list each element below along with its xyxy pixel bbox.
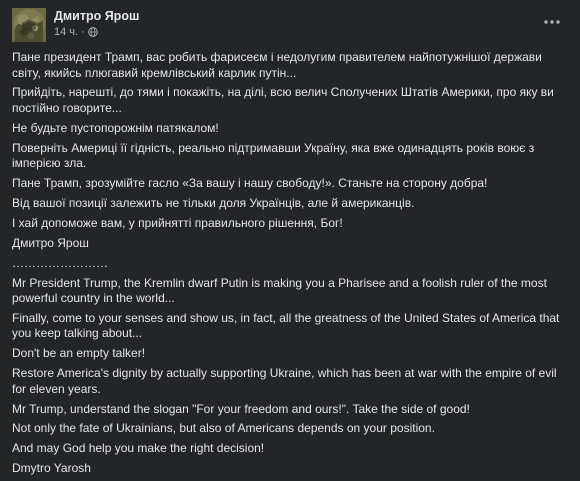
post-header — [0, 0, 580, 46]
author-avatar[interactable] — [12, 8, 46, 42]
camouflage-avatar-icon — [12, 8, 46, 42]
post-paragraph: Поверніть Америці її гідність, реально підтримавши Україну, яка вже одинадцять років воює з імперією зла. — [12, 140, 535, 171]
post-paragraph: Пане президент Трамп, вас робить фарисеєм і недолугим правителем найпотужнішої держави світу, якийсь плюгавий кремлівський карлик путін... — [12, 50, 542, 80]
post-meta — [54, 26, 98, 38]
post-paragraph: Прийдіть, нарешті, до тями і покажіть, на ділі, всю велич Сполучених Штатів Америки, про яку ви постійно говорите... — [12, 85, 554, 115]
post-paragraph: Restore America's dignity by actually supporting Ukraine, which has been at war with the empire of evil for eleven years. — [12, 366, 557, 396]
globe-icon — [88, 27, 98, 37]
post-divider: …………………… — [12, 255, 108, 270]
post-paragraph: Not only the fate of Ukrainians, but also of Americans depends on your position. — [12, 421, 435, 436]
post-paragraph: Від вашої позиції залежить не тільки доля Українців, але й американців. — [12, 195, 415, 210]
post-paragraph: І хай допоможе вам, у прийнятті правильного рішення, Бог! — [12, 215, 343, 230]
more-options-icon — [544, 20, 560, 24]
post-paragraph: Don't be an empty talker! — [12, 346, 146, 361]
post-paragraph: Mr Trump, understand the slogan "For your freedom and ours!". Take the side of good! — [12, 401, 470, 416]
meta-separator: · — [81, 26, 85, 38]
post-paragraph: Finally, come to your senses and show us, in fact, all the greatness of the United States of America that you keep talking about... — [12, 310, 560, 341]
post-paragraph: Не будьте пустопорожнім патякалом! — [12, 120, 219, 135]
post-time[interactable]: 14 ч. — [54, 26, 79, 38]
post-paragraph: Mr President Trump, the Kremlin dwarf Putin is making you a Pharisee and a foolish ruler of the most powerful country in the world... — [12, 275, 547, 306]
post-paragraph: Пане Трамп, зрозумійте гасло «За вашу і нашу свободу!». Станьте на сторону добра! — [12, 176, 488, 191]
post-paragraph: And may God help you make the right decision! — [12, 441, 265, 456]
author-name[interactable]: Дмитро Ярош — [54, 9, 140, 23]
post-signature: Дмитро Ярош — [12, 235, 89, 250]
post-signature: Dmytro Yarosh — [12, 461, 91, 476]
post-text — [12, 50, 568, 481]
more-options-button[interactable] — [540, 12, 564, 32]
